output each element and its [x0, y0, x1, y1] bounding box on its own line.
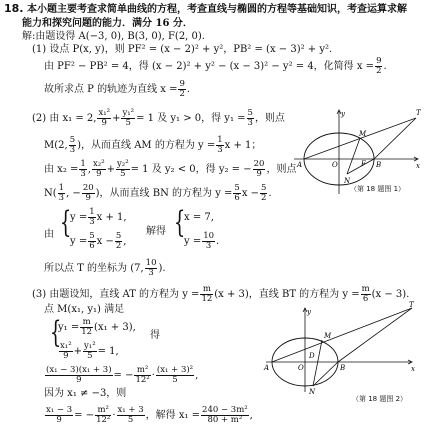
part3-line2: 点 M(x₁, y₁) 满足 — [44, 304, 125, 315]
fraction: $\frac{\text{x₁ + 3}}{5}$ — [117, 405, 144, 425]
fraction: $\frac{5}{2}$ — [115, 231, 122, 251]
label-D: D — [309, 352, 315, 360]
fraction: $\frac{9}{2}$ — [179, 79, 185, 99]
part1-line1: (1) 设点 P(x, y)，则 PF² = (x − 2)² + y²，PB² = (x − 3)² + y². — [32, 44, 333, 55]
label-A: A — [297, 161, 303, 169]
part2-system-label: 由 — [44, 229, 54, 240]
left-brace: { — [49, 315, 62, 350]
figure2-caption: （第 18 题图 2） — [352, 395, 408, 403]
line-BT — [338, 308, 412, 362]
figure1-caption: （第 18 题图 1） — [350, 185, 406, 193]
fraction: $\frac{\text{y₂²}}{5}$ — [117, 159, 129, 179]
problem-header-line1 — [4, 3, 407, 16]
fraction: $\frac{5}{3}$ — [69, 135, 76, 155]
label-M: M — [324, 332, 332, 340]
part1-line2: 由 PF² − PB² = 4，得 (x − 2)² + y² − (x − 3)² − y² = 4，化简得 x = $\frac{9}{2}$ . — [44, 56, 387, 76]
solution-intro: 解:由题设得 A(−3, 0), B(3, 0), F(2, 0). — [22, 31, 205, 42]
fraction: $\frac{\text{(x₁ + 3)²}}{5}$ — [156, 365, 194, 385]
fraction: $\frac{\text{x₁ − 3}}{9}$ — [46, 405, 73, 425]
problem-number: 18. — [4, 2, 24, 15]
label-O: O — [298, 364, 304, 372]
label-N: N — [309, 388, 316, 394]
label-T: T — [416, 109, 421, 117]
part2-result-y: y = $\frac{10}{3}$ . — [184, 231, 220, 251]
label-N: N — [344, 177, 351, 185]
part2-conclusion: 所以点 T 的坐标为 (7, $\frac{10}{3}$ ). — [44, 258, 166, 278]
part3-system-eq2: $\frac{\text{x₁²}}{9}$ + $\frac{\text{y₁²}}{5}$ = 1, — [60, 341, 119, 361]
left-brace: { — [173, 205, 186, 240]
fraction: $\frac{\text{x₂²}}{9}$ — [93, 159, 105, 179]
fraction: $\frac{1}{3}$ — [58, 183, 65, 203]
part1-line2-text: 由 PF² − PB² = 4，得 (x − 2)² + y² − (x − 3)² − y² = 4，化简得 x = — [44, 61, 375, 72]
part3-line5: 因为 x₁ ≠ −3，则 — [44, 388, 127, 399]
part1-line3: 故所求点 P 的轨迹为直线 x = $\frac{9}{2}$ . — [44, 79, 191, 99]
fraction: $\frac{1}{3}$ — [80, 159, 86, 179]
line-BT — [374, 118, 416, 159]
part2-result-x: x = 7, — [184, 212, 214, 223]
problem-header-line2: 能力和探究问题的能力．满分 16 分． — [22, 18, 193, 29]
label-A: A — [264, 364, 270, 372]
fraction: $\frac{5}{6}$ — [89, 231, 95, 251]
fraction: $\frac{5}{2}$ — [261, 183, 267, 203]
part3-line1: (3) 由题设知，直线 AT 的方程为 y = $\frac{m}{12}$ (x + 3)，直线 BT 的方程为 y = $\frac{m}{6}$ (x − 3). — [32, 284, 410, 304]
fraction: $\frac{1}{3}$ — [217, 135, 223, 155]
label-x: x — [411, 365, 415, 373]
part2-line1: (2) 由 x₁ = 2, $\frac{\text{x₁²}}{9}$ + $\frac{\text{y₁²}}{5}$ = 1 及 y₁ > 0，得 y₁ = $\frac{5}{3}$ ，则点 — [32, 108, 285, 128]
label-y: y — [341, 110, 345, 118]
fraction: $\frac{\text{m²}}{\text{12²}}$ — [135, 365, 150, 385]
fraction: $\frac{\text{x₁²}}{9}$ — [60, 341, 72, 361]
part2-line2: M(2, $\frac{5}{3}$ )，从而直线 AM 的方程为 y = $\frac{1}{3}$ x + 1； — [44, 135, 262, 155]
part2-line3: 由 x₂ = $\frac{1}{3}$ , $\frac{\text{x₂²}}{9}$ + $\frac{\text{y₂²}}{5}$ = 1 及 y₂ < 0，得 y₂ = − $\frac{20}{9}$ ，则点 — [44, 159, 297, 179]
label-O: O — [332, 161, 338, 169]
fraction: $\frac{20}{9}$ — [253, 159, 265, 179]
fraction: $\frac{20}{9}$ — [82, 183, 94, 203]
fraction: $\frac{\text{y₁²}}{5}$ — [122, 108, 135, 128]
fraction: $\frac{\text{y₁²}}{5}$ — [84, 341, 96, 361]
part2-solve-label: 解得 — [146, 226, 166, 237]
label-M: M — [359, 130, 367, 138]
figure2-diagram — [262, 300, 424, 394]
fraction: $\frac{10}{3}$ — [145, 258, 157, 278]
fraction: $\frac{\text{m²}}{\text{12²}}$ — [96, 405, 111, 425]
part2-system-eq2: y = $\frac{5}{6}$ x − $\frac{5}{2}$ , — [70, 231, 127, 251]
fraction: $\frac{m}{12}$ — [201, 284, 213, 304]
part3-derive-label: 得 — [150, 330, 160, 341]
fraction: $\frac{1}{3}$ — [89, 207, 95, 227]
part2-system-eq1: y = $\frac{1}{3}$ x + 1, — [70, 207, 127, 227]
fraction: $\frac{\text{x₁²}}{9}$ — [98, 108, 111, 128]
part3-system-eq1: y₁ = $\frac{m}{12}$ (x₁ + 3), — [58, 317, 136, 337]
line-AT — [272, 308, 412, 362]
label-B: B — [376, 161, 382, 169]
fraction: $\frac{m}{6}$ — [361, 284, 370, 304]
fraction: $\frac{m}{12}$ — [81, 317, 93, 337]
line-MN — [347, 138, 360, 174]
label-B: B — [340, 364, 346, 372]
left-brace: { — [59, 205, 72, 240]
part2-line4: N( $\frac{1}{3}$ , − $\frac{20}{9}$ )，从而直线 BN 的方程为 y = $\frac{5}{6}$ x − $\frac{5}{2}$ . — [44, 183, 272, 203]
part3-equation2: $\frac{\text{x₁ − 3}}{9}$ = − $\frac{\text{m²}}{\text{12²}}$ · $\frac{\text{x₁ + 3}}{5}$ ，解得 x₁ = $\frac{\text{240 − 3m²}}{\text{80 + m²}}$ , — [46, 405, 253, 425]
figure1-diagram — [292, 104, 424, 196]
label-F: F — [361, 160, 366, 168]
fraction: $\frac{5}{3}$ — [247, 108, 253, 128]
label-y: y — [307, 308, 311, 316]
fraction: $\frac{\text{240 − 3m²}}{\text{80 + m²}}$ — [202, 405, 248, 425]
label-T: T — [409, 301, 414, 309]
fraction: $\frac{5}{6}$ — [234, 183, 240, 203]
part3-equation1: $\frac{\text{(x₁ − 3)(x₁ + 3)}}{9}$ = − $\frac{\text{m²}}{\text{12²}}$ · $\frac{\text{(x₁ + 3)²}}{5}$ , — [46, 365, 199, 385]
label-x: x — [416, 162, 420, 170]
fraction: $\frac{9}{2}$ — [376, 56, 382, 76]
fraction: $\frac{10}{3}$ — [203, 231, 215, 251]
problem-header-text1: 本小题主要考查求简单曲线的方程，考查直线与椭圆的方程等基础知识，考查运算求解 — [26, 4, 407, 15]
fraction: $\frac{\text{(x₁ − 3)(x₁ + 3)}}{9}$ — [46, 365, 112, 385]
part1-line3-text: 故所求点 P 的轨迹为直线 x = — [44, 84, 178, 95]
